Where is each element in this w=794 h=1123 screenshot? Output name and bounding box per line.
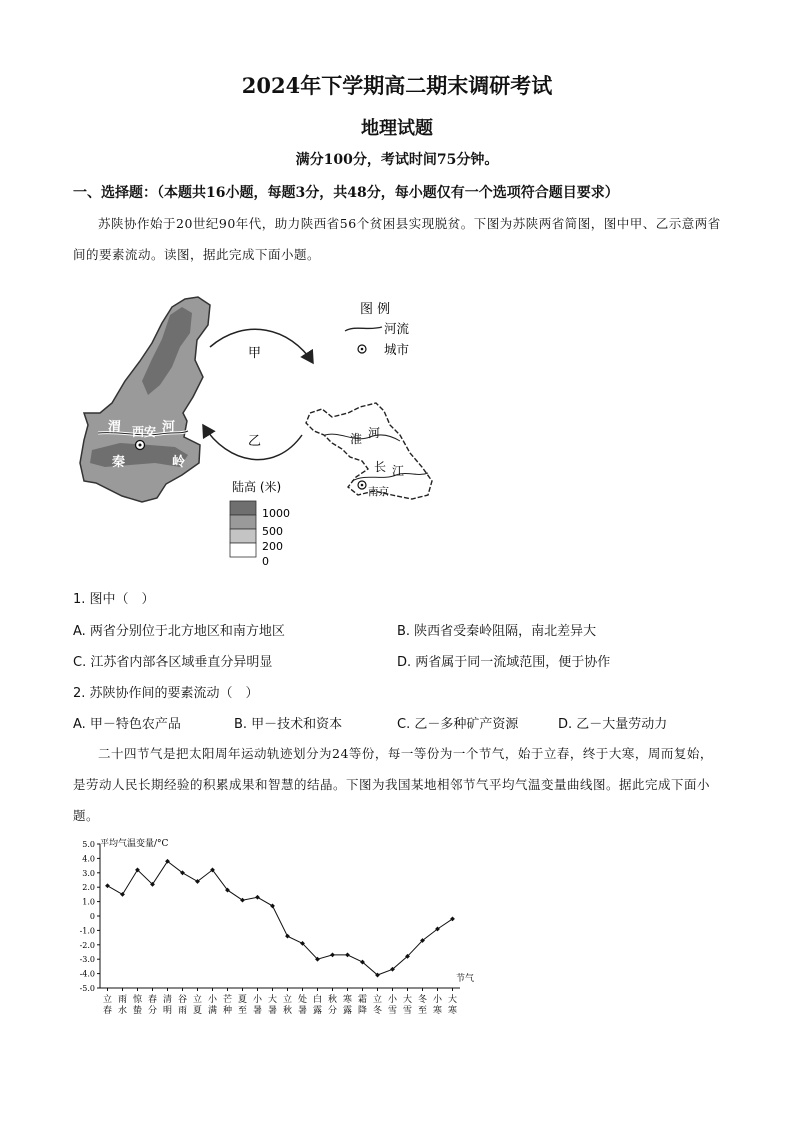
x-tick-label: 立冬 bbox=[372, 995, 383, 1016]
x-tick-label: 秋分 bbox=[327, 995, 338, 1016]
q2-option-c[interactable]: C. 乙－多种矿产资源 bbox=[397, 717, 519, 732]
arrow-yi-label: 乙 bbox=[248, 434, 262, 449]
label-nanjing: 南京 bbox=[368, 486, 389, 498]
label-chang: 长 bbox=[374, 460, 387, 474]
elev-tick-500: 500 bbox=[262, 525, 283, 538]
x-tick-label: 春分 bbox=[147, 995, 158, 1016]
elev-tick-200: 200 bbox=[262, 540, 283, 553]
x-tick-label: 小寒 bbox=[432, 995, 443, 1016]
elevation-title: 陆高 (米) bbox=[232, 480, 282, 494]
x-tick-label: 惊蛰 bbox=[132, 995, 143, 1016]
label-ling: 岭 bbox=[172, 455, 186, 470]
x-tick-label: 大寒 bbox=[447, 995, 458, 1016]
y-tick-label: 4.0 bbox=[82, 854, 95, 864]
x-tick-label: 雨水 bbox=[117, 995, 128, 1016]
elev-swatch-200 bbox=[230, 529, 256, 543]
legend-title: 图 例 bbox=[360, 302, 391, 317]
x-tick-label: 小雪 bbox=[387, 995, 398, 1016]
chart-y-label: 平均气温变量/°C bbox=[100, 839, 169, 849]
y-tick-label: 1.0 bbox=[82, 897, 95, 907]
x-tick-label: 小满 bbox=[207, 995, 218, 1016]
series-line bbox=[108, 861, 453, 975]
q2-option-a[interactable]: A. 甲－特色农产品 bbox=[73, 717, 181, 732]
x-tick-label: 大雪 bbox=[402, 995, 413, 1016]
passage-1: 苏陕协作始于20世纪90年代，助力陕西省56个贫困县实现脱贫。下图为苏陕两省简图，图中甲、乙示意两省间的要素流动。读图，据此完成下面小题。 bbox=[73, 216, 721, 262]
chart-axes bbox=[100, 844, 460, 988]
x-tick-label: 立秋 bbox=[282, 995, 293, 1016]
label-he2: 河 bbox=[368, 426, 381, 440]
q2-option-b[interactable]: B. 甲－技术和资本 bbox=[234, 717, 343, 732]
q2-option-d[interactable]: D. 乙－大量劳动力 bbox=[558, 717, 668, 732]
elev-swatch-500 bbox=[230, 515, 256, 529]
question-2-stem: 2. 苏陕协作间的要素流动（ ） bbox=[73, 686, 259, 701]
xian-city-marker bbox=[136, 441, 145, 450]
x-tick-label: 处暑 bbox=[297, 995, 308, 1016]
y-tick-label: 0 bbox=[89, 912, 95, 921]
jiangsu-shape bbox=[306, 403, 432, 499]
x-tick-label: 清明 bbox=[162, 995, 173, 1016]
x-tick-label: 白露 bbox=[312, 995, 323, 1016]
x-tick-label: 霜降 bbox=[357, 995, 368, 1016]
shaanxi-jiangsu-map bbox=[70, 285, 440, 575]
subject-title: 地理试题 bbox=[361, 118, 433, 139]
chart-x-label: 节气 bbox=[456, 974, 475, 984]
nanjing-city-marker bbox=[358, 481, 366, 489]
data-point bbox=[120, 892, 125, 897]
elev-tick-1000: 1000 bbox=[262, 507, 290, 520]
legend-river-icon bbox=[345, 327, 382, 331]
x-tick-label: 冬至 bbox=[417, 995, 428, 1016]
label-wei: 渭 bbox=[108, 420, 122, 435]
elev-swatch-1000 bbox=[230, 501, 256, 515]
y-tick-label: -1.0 bbox=[79, 926, 95, 936]
label-huai: 淮 bbox=[350, 432, 363, 446]
label-qin: 秦 bbox=[112, 455, 126, 470]
data-point bbox=[345, 952, 350, 957]
exam-title: 2024年下学期高二期末调研考试 bbox=[241, 73, 553, 98]
passage-2: 二十四节气是把太阳周年运动轨迹划分为24等份，每一等份为一个节气，始于立春，终于大寒，周而复始，是劳动人民长期经验的积累成果和智慧的结晶。下图为我国某地相邻节气平均气温变量曲线图。据此完成下面小题。 bbox=[73, 746, 713, 823]
arrow-jia bbox=[210, 329, 313, 363]
data-point bbox=[255, 895, 260, 900]
data-point bbox=[330, 952, 335, 957]
x-tick-label: 芒种 bbox=[222, 995, 233, 1016]
solar-terms-temperature-chart bbox=[60, 830, 480, 1020]
arrow-jia-label: 甲 bbox=[248, 346, 262, 361]
q1-option-c[interactable]: C. 江苏省内部各区域垂直分异明显 bbox=[73, 655, 273, 670]
x-tick-label: 立夏 bbox=[192, 995, 203, 1016]
y-tick-label: -5.0 bbox=[79, 984, 95, 993]
chart-x-ticks bbox=[103, 988, 457, 1016]
data-point bbox=[105, 883, 110, 888]
legend-river-label: 河流 bbox=[384, 321, 410, 336]
q1-option-a[interactable]: A. 两省分别位于北方地区和南方地区 bbox=[73, 624, 285, 639]
data-point bbox=[285, 934, 290, 939]
legend-city-label: 城市 bbox=[384, 342, 410, 357]
label-xian: 西安 bbox=[132, 425, 157, 439]
question-1-stem: 1. 图中（ ） bbox=[73, 592, 155, 607]
y-tick-label: 2.0 bbox=[82, 883, 95, 893]
y-tick-label: -3.0 bbox=[79, 955, 95, 965]
q1-option-b[interactable]: B. 陕西省受秦岭阻隔，南北差异大 bbox=[397, 624, 597, 639]
label-he: 河 bbox=[162, 420, 176, 435]
y-tick-label: 5.0 bbox=[82, 840, 95, 849]
label-jiang: 江 bbox=[392, 464, 405, 478]
x-tick-label: 小暑 bbox=[252, 995, 263, 1016]
elev-tick-0: 0 bbox=[262, 555, 269, 568]
chart-y-ticks bbox=[80, 840, 100, 993]
elev-swatch-0 bbox=[230, 543, 256, 557]
x-tick-label: 立春 bbox=[102, 995, 113, 1016]
q1-option-d[interactable]: D. 两省属于同一流域范围，便于协作 bbox=[397, 655, 611, 670]
x-tick-label: 大暑 bbox=[267, 995, 278, 1016]
data-point bbox=[270, 904, 275, 909]
section-heading: 一、选择题：（本题共16小题，每题3分，共48分，每小题仅有一个选项符合题目要求） bbox=[73, 185, 619, 201]
y-tick-label: -4.0 bbox=[79, 969, 95, 979]
exam-info: 满分100分，考试时间75分钟。 bbox=[295, 152, 499, 168]
legend-city-icon bbox=[358, 345, 366, 353]
y-tick-label: -2.0 bbox=[79, 940, 95, 950]
x-tick-label: 寒露 bbox=[342, 995, 353, 1016]
x-tick-label: 夏至 bbox=[237, 995, 248, 1016]
x-tick-label: 谷雨 bbox=[177, 995, 188, 1016]
y-tick-label: 3.0 bbox=[82, 868, 95, 878]
